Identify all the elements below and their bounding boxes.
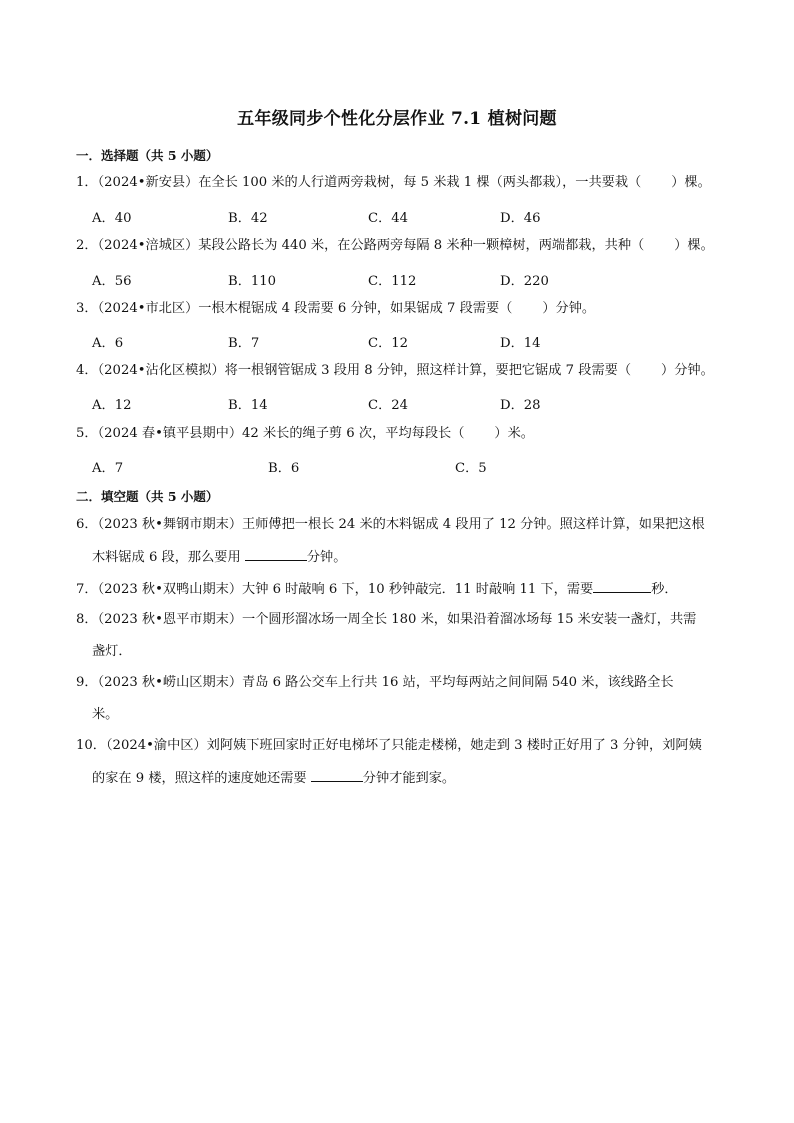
option-c: C．5 <box>455 461 487 476</box>
option-d: D．14 <box>500 336 541 351</box>
question-3-text: 3．（2024•市北区）一根木棍锯成 4 段需要 6 分钟，如果锯成 7 段需要（ <box>76 301 513 316</box>
option-a: A．6 <box>92 336 124 351</box>
question-6-continued <box>92 548 346 567</box>
option-d: D．46 <box>500 211 541 226</box>
question-8: 8．（2023 秋•恩平市期末）一个圆形溜冰场一周全长 180 米，如果沿着溜冰场每 15 米安装一盏灯，共需 <box>76 612 697 627</box>
question-7 <box>76 580 678 599</box>
question-9: 9．（2023 秋•崂山区期末）青岛 6 路公交车上行共 16 站，平均每两站之间间隔 540 米，该线路全长 <box>76 675 674 690</box>
option-d: D．220 <box>500 274 549 289</box>
question-10-tail: 分钟才能到家。 <box>362 771 456 786</box>
question-6-tail: 分钟。 <box>306 550 347 565</box>
option-b: B．42 <box>228 211 268 226</box>
option-c: C．44 <box>368 211 409 226</box>
question-3-tail: ）分钟。 <box>542 301 596 316</box>
answer-blank <box>593 580 651 593</box>
question-6: 6．（2023 秋•舞钢市期末）王师傅把一根长 24 米的木料锯成 4 段用了 12 分钟。照这样计算，如果把这根 <box>76 517 705 532</box>
question-3 <box>76 300 595 318</box>
option-a: A．40 <box>92 211 132 226</box>
question-10: 10．（2024•渝中区）刘阿姨下班回家时正好电梯坏了只能走楼梯，她走到 3 楼时正好用了 3 分钟，刘阿姨 <box>76 738 702 753</box>
question-10-text: 的家在 9 楼，照这样的速度她还需要 <box>92 771 307 786</box>
option-a: A．12 <box>92 398 132 413</box>
page-title: 五年级同步个性化分层作业 7.1 植树问题 <box>237 109 557 129</box>
option-b: B．6 <box>268 461 300 476</box>
question-2 <box>76 237 714 255</box>
question-4 <box>76 362 714 380</box>
question-1-tail: ）棵。 <box>671 175 711 190</box>
question-2-text: 2．（2024•涪城区）某段公路长为 440 米，在公路两旁每隔 8 米种一颗樟树，两端都栽，共种（ <box>76 238 645 253</box>
section-heading-choice: 一．选择题（共 5 小题） <box>76 148 219 163</box>
question-9-continued: 米。 <box>92 707 119 722</box>
question-5-text: 5．（2024 春•镇平县期中）42 米长的绳子剪 6 次，平均每段长（ <box>76 426 465 441</box>
answer-blank <box>245 548 307 561</box>
question-5-tail: ）米。 <box>494 426 534 441</box>
question-10-continued <box>92 769 455 788</box>
option-a: A．7 <box>92 461 124 476</box>
question-1-text: 1．（2024•新安县）在全长 100 米的人行道两旁栽树，每 5 米栽 1 棵（两头都栽），一共要栽（ <box>76 175 642 190</box>
option-c: C．112 <box>368 274 417 289</box>
question-4-text: 4．（2024•沾化区模拟）将一根钢管锯成 3 段用 8 分钟，照这样计算，要把它锯成 7 段需要（ <box>76 363 632 378</box>
option-b: B．14 <box>228 398 268 413</box>
option-a: A．56 <box>92 274 132 289</box>
answer-blank <box>311 769 363 782</box>
option-c: C．12 <box>368 336 409 351</box>
question-1 <box>76 174 711 192</box>
question-7-text: 7．（2023 秋•双鸭山期末）大钟 6 时敲响 6 下，10 秒钟敲完．11 时敲响 11 下，需要 <box>76 582 594 597</box>
option-b: B．7 <box>228 336 260 351</box>
question-8-continued: 盏灯． <box>92 644 132 659</box>
option-c: C．24 <box>368 398 409 413</box>
question-7-tail: 秒． <box>651 582 678 597</box>
question-5 <box>76 425 534 443</box>
section-heading-fill: 二．填空题（共 5 小题） <box>76 489 219 504</box>
question-6-text: 木料锯成 6 段，那么要用 <box>92 550 241 565</box>
option-d: D．28 <box>500 398 541 413</box>
question-2-tail: ）棵。 <box>674 238 714 253</box>
option-b: B．110 <box>228 274 277 289</box>
question-4-tail: ）分钟。 <box>661 363 714 378</box>
